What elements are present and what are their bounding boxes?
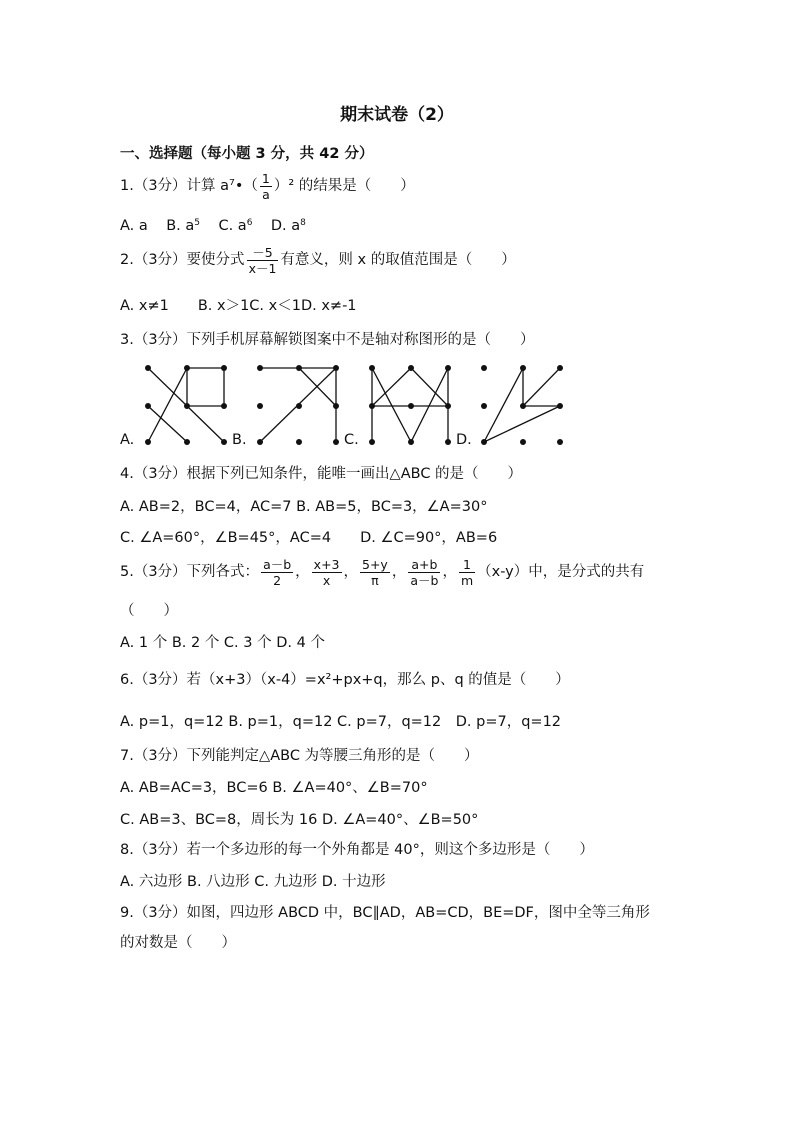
- q5-frac3-num: 5+y: [362, 556, 388, 572]
- q5-frac1-num: a－b: [263, 556, 292, 572]
- q3-pattern-d: [476, 360, 576, 450]
- q5-frac4-den: a－b: [410, 572, 439, 588]
- q5-line2: （ ）: [120, 603, 178, 619]
- q5-frac2-den: x: [322, 572, 331, 588]
- q2-options: A. x≠1 B. x＞1C. x＜1D. x≠-1: [120, 298, 357, 314]
- q5-frac1-den: 2: [273, 572, 282, 588]
- q3-label-c: C.: [344, 432, 359, 448]
- q2-frac-den: x－1: [248, 260, 277, 276]
- q1-option-c-exp: 6: [246, 218, 253, 228]
- question-3: 3.（3分）下列手机屏幕解锁图案中不是轴对称图形的是（ ）: [120, 332, 535, 348]
- question-8: 8.（3分）若一个多边形的每一个外角都是 40°，则这个多边形是（ ）: [120, 842, 594, 858]
- q3-pattern-a: [140, 360, 240, 450]
- q1-fraction: [260, 171, 272, 202]
- q4-options-cd: C. ∠A=60°，∠B=45°，AC=4 D. ∠C=90°，AB=6: [120, 530, 498, 546]
- q3-label-b: B.: [232, 432, 247, 448]
- q5-options: A. 1 个 B. 2 个 C. 3 个 D. 4 个: [120, 635, 325, 651]
- question-6: 6.（3分）若（x+3）（x-4）=x²+px+q，那么 p、q 的值是（ ）: [120, 672, 570, 688]
- q2-fraction: [247, 245, 279, 276]
- q3-label-a: A.: [120, 432, 135, 448]
- question-9-line1: 9.（3分）如图，四边形 ABCD 中，BC∥AD，AB=CD，BE=DF，图中全等三角形: [120, 905, 650, 921]
- q1-frac-num: 1: [261, 170, 270, 186]
- q3-pattern-c: [364, 360, 464, 450]
- q3-pattern-b: [252, 360, 352, 450]
- question-4: 4.（3分）根据下列已知条件，能唯一画出△ABC 的是（ ）: [120, 466, 523, 482]
- q5-suffix: （x-y）中，是分式的共有: [477, 564, 645, 580]
- q1-option-b: B. a: [166, 218, 195, 234]
- q1-option-c: C. a: [218, 218, 247, 234]
- q5-frac5-den: m: [460, 572, 474, 588]
- q4-options-ab: A. AB=2，BC=4，AC=7 B. AB=5，BC=3，∠A=30°: [120, 499, 488, 515]
- q5-prefix: 5.（3分）下列各式：: [120, 564, 260, 580]
- q5-frac4-num: a+b: [408, 557, 440, 573]
- q1-option-d: D. a: [270, 218, 301, 234]
- q5-frac5-num: 1: [459, 557, 475, 573]
- q2-prefix: 2.（3分）要使分式: [120, 252, 245, 268]
- q2-frac-num: －5: [247, 245, 279, 261]
- q7-options-cd: C. AB=3、BC=8，周长为 16 D. ∠A=40°、∠B=50°: [120, 812, 479, 828]
- question-1: [120, 170, 415, 202]
- page-title: 期末试卷（2）: [340, 105, 454, 125]
- q6-options: A. p=1，q=12 B. p=1，q=12 C. p=7，q=12 D. p=7，q=12: [120, 714, 562, 730]
- q1-suffix: ）² 的结果是（ ）: [273, 178, 415, 194]
- q5-frac3-den: π: [371, 572, 379, 588]
- q7-options-ab: A. AB=AC=3，BC=6 B. ∠A=40°、∠B=70°: [120, 780, 428, 796]
- q1-options: [120, 216, 306, 236]
- q5-fraction-3: [360, 557, 390, 588]
- question-5: 5.（3分）下列各式： $\frac{a-b}{2}$ ， $\frac{x+3}{x}$ ， $\frac{5+y}{\pi}$ ， $\frac{a+b}{a-b}$ ， $\frac{1}{m}$ （x-y）中，是分式的共有: [120, 556, 645, 588]
- question-7: 7.（3分）下列能判定△ABC 为等腰三角形的是（ ）: [120, 748, 479, 764]
- section-heading: 一、选择题（每小题 3 分，共 42 分）: [120, 146, 374, 162]
- q5-fraction-1: [261, 557, 293, 588]
- q5-frac2-num: x+3: [313, 556, 340, 572]
- q1-option-b-exp: 5: [194, 218, 201, 228]
- q1-option-a: A. a: [120, 218, 148, 234]
- question-2: [120, 244, 516, 276]
- q5-fraction-5: [459, 557, 475, 588]
- q8-options: A. 六边形 B. 八边形 C. 九边形 D. 十边形: [120, 874, 386, 890]
- q5-fraction-4: [408, 557, 440, 588]
- q1-option-d-exp: 8: [300, 218, 306, 228]
- q5-fraction-2: [312, 557, 342, 588]
- q3-label-d: D.: [456, 432, 472, 448]
- q1-frac-den: a: [262, 186, 270, 202]
- question-9-line2: 的对数是（ ）: [120, 935, 236, 951]
- q1-prefix: 1.（3分）计算 a⁷•（: [120, 178, 258, 194]
- q2-suffix: 有意义，则 x 的取值范围是（ ）: [280, 252, 516, 268]
